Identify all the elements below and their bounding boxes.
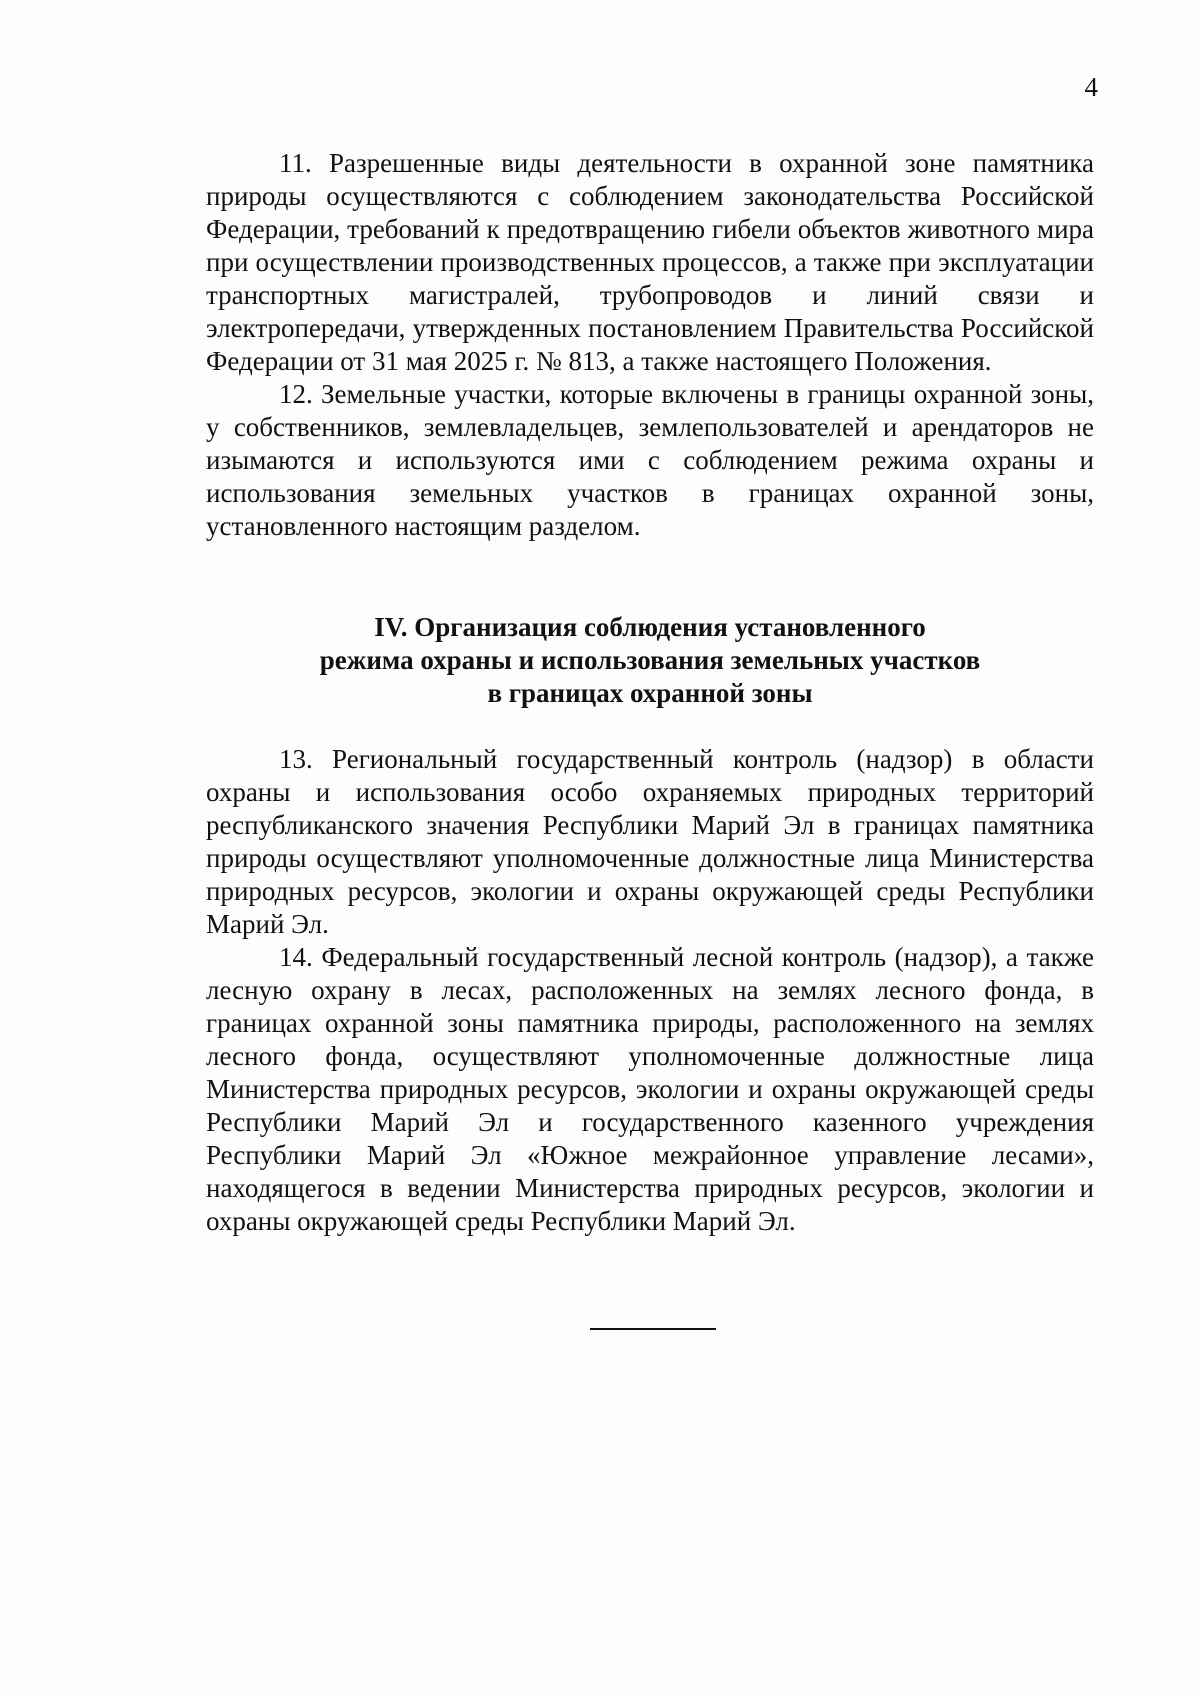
section-iv-heading xyxy=(206,611,1094,710)
paragraphs-after-section xyxy=(206,743,1094,1238)
section-heading-line: в границах охранной зоны xyxy=(487,678,813,708)
paragraphs-before-section xyxy=(206,147,1094,543)
paragraph-13: 13. Региональный государственный контроль (надзор) в области охраны и использования особо охраняемых природных территорий республиканского значения Республики Марий Эл в границах памятника природы осуществляют уполномоченные должностные лица Министерства природных ресурсов, экологии и охраны окружающей среды Республики Марий Эл. xyxy=(206,744,1094,939)
paragraph-11: 11. Разрешенные виды деятельности в охранной зоне памятника природы осуществляются с соблюдением законодательства Российской Федерации, требований к предотвращению гибели объектов животного мира при осуществлении производственных процессов, а также при эксплуатации транспортных магистралей, трубопроводов и линий связи и электропередачи, утвержденных постановлением Правительства Российской Федерации от 31 мая 2025 г. № 813, а также настоящего Положения. xyxy=(206,148,1094,376)
end-of-text-rule xyxy=(590,1328,716,1330)
paragraph-12: 12. Земельные участки, которые включены в границы охранной зоны, у собственников, землевладельцев, землепользователей и арендаторов не изымаются и используются ими с соблюдением режима охраны и использования земельных участков в границах охранной зоны, установленного настоящим разделом. xyxy=(206,379,1094,541)
section-heading-line: IV. Организация соблюдения установленного xyxy=(374,612,926,642)
paragraph-14: 14. Федеральный государственный лесной контроль (надзор), а также лесную охрану в лесах, расположенных на землях лесного фонда, в границах охранной зоны памятника природы, расположенного на землях лесного фонда, осуществляют уполномоченные должностные лица Министерства природных ресурсов, экологии и охраны окружающей среды Республики Марий Эл и государственного казенного учреждения Республики Марий Эл «Южное межрайонное управление лесами», находящегося в ведении Министерства природных ресурсов, экологии и охраны окружающей среды Республики Марий Эл. xyxy=(206,942,1094,1236)
page-number: 4 xyxy=(1084,72,1098,102)
section-heading-line: режима охраны и использования земельных участков xyxy=(319,645,981,675)
